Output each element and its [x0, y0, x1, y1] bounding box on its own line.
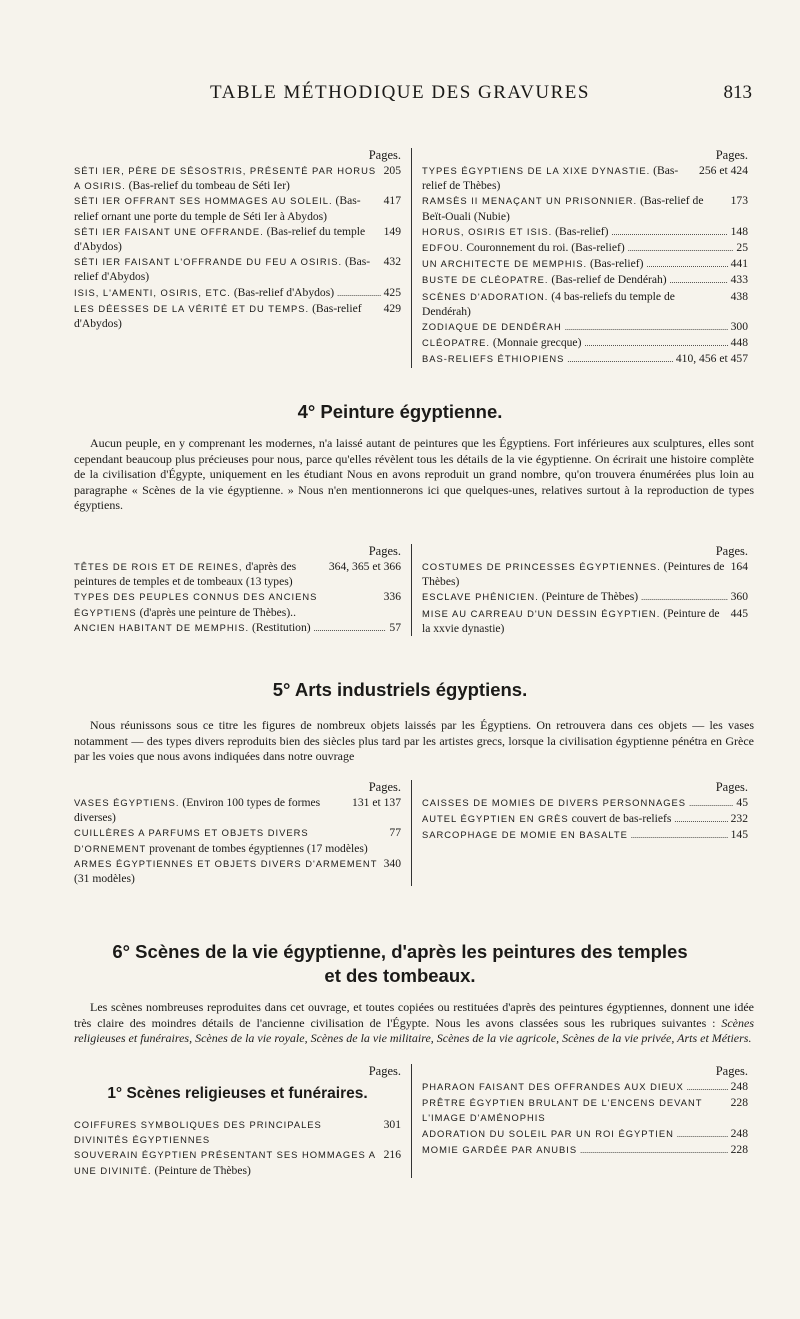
index-entry-page: 433	[730, 273, 748, 287]
index-entry-page: 248	[730, 1126, 748, 1140]
index-entry-label	[422, 589, 638, 604]
dot-leader	[612, 224, 728, 240]
index-entry-label	[74, 301, 378, 331]
index-entry-description: (4 bas-reliefs du temple de Dendérah)	[422, 289, 675, 318]
subsection-heading: 1° Scènes religieuses et funéraires.	[107, 1085, 368, 1102]
index-entry	[422, 224, 748, 240]
index-entry-label	[422, 1142, 577, 1157]
index-entry-page: 441	[730, 257, 748, 271]
index-entry-page: 417	[383, 194, 401, 208]
section-heading-6-line1: 6° Scènes de la vie égyptienne, d'après les peintures des temples	[112, 941, 688, 962]
index-entry-title: BAS-RELIEFS ÉTHIOPIENS	[422, 353, 565, 365]
index-entry-title: ISIS, L'AMENTI, OSIRIS, ETC.	[74, 286, 231, 298]
index-block-religious-scenes	[74, 1064, 754, 1178]
index-entry-label	[422, 1126, 674, 1141]
dot-leader	[631, 827, 728, 843]
index-entry	[74, 795, 401, 825]
index-entry-label	[422, 827, 628, 842]
index-entry-label	[422, 606, 725, 636]
index-entry-description: d'après des peintures de temples et de tombeaux (13 types)	[74, 560, 297, 589]
dot-leader	[580, 1142, 727, 1158]
dot-leader	[628, 240, 734, 256]
index-entry-title: ADORATION DU SOLEIL PAR UN ROI ÉGYPTIEN	[422, 1127, 674, 1139]
index-entry	[422, 240, 748, 256]
pages-heading: Pages.	[715, 780, 748, 794]
index-entry-description: (Bas-relief de Dendérah)	[551, 273, 667, 287]
section-heading-4: 4° Peinture égyptienne.	[297, 401, 503, 422]
index-entry	[422, 811, 748, 827]
index-entry-title: PHARAON FAISANT DES OFFRANDES AUX DIEUX	[422, 1081, 684, 1092]
index-entry-description: (Bas-relief ornant une porte du temple de Séti Ier à Abydos)	[74, 194, 361, 223]
index-entry-description: Couronnement du roi. (Bas-relief)	[466, 241, 625, 255]
index-entry-title: TYPES ÉGYPTIENS DE LA XIXE DYNASTIE.	[422, 165, 651, 176]
index-entry-description: (Peinture de Thèbes)	[154, 1163, 251, 1177]
index-entry-description: (Bas-relief de Thèbes)	[422, 164, 679, 193]
index-entry-page: 360	[730, 590, 748, 604]
index-entry	[74, 301, 401, 331]
index-entry-description: (31 modèles)	[74, 872, 135, 886]
section-6-intro-rubrics: Scènes religieuses et funéraires, Scènes de la vie royale, Scènes de la vie militaire, Scènes de la vie agricole, Scènes de la vie privée, Arts et Métiers.	[74, 1015, 754, 1046]
index-entry-description: (Restitution)	[252, 620, 311, 634]
index-entry	[74, 589, 401, 619]
index-entry-page: 301	[383, 1118, 401, 1131]
index-entry-title: CUILLÈRES A PARFUMS ET OBJETS DIVERS D'ORNEMENT	[74, 827, 309, 854]
index-column-right	[411, 780, 748, 886]
dot-leader	[641, 589, 728, 605]
dot-leader	[314, 620, 387, 636]
index-entry-label	[74, 285, 334, 300]
index-entry-label	[74, 1147, 378, 1177]
index-entry-description: provenant de tombes égyptiennes (17 modèles)	[149, 841, 368, 855]
index-entry-page: 438	[730, 289, 748, 303]
pages-heading: Pages.	[368, 148, 401, 162]
index-entry-page: 300	[730, 320, 748, 334]
index-entry	[74, 1147, 401, 1177]
index-entry-title: COSTUMES DE PRINCESSES ÉGYPTIENNES.	[422, 561, 661, 572]
index-entry-label	[422, 240, 625, 255]
index-entry	[74, 856, 401, 886]
index-entry-title: MISE AU CARREAU D'UN DESSIN ÉGYPTIEN.	[422, 607, 661, 619]
index-column-left	[74, 148, 411, 368]
index-entry-page: 57	[389, 620, 401, 634]
index-entry-label	[422, 1079, 684, 1094]
section-heading-6-line2: et des tombeaux.	[324, 965, 476, 986]
index-entry-label	[74, 589, 378, 619]
section-6-intro-text: Les scènes nombreuses reproduites dans cet ouvrage, et toutes copiées ou restituées d'après des peintures égyptiennes, donnent une idée très claire des moindres détails de l'ancienne civilisation de l'Égypte. Nous les avons classées sous les rubriques suivantes :	[74, 1000, 754, 1030]
index-entry	[74, 254, 401, 284]
index-entry-title: RAMSÈS II MENAÇANT UN PRISONNIER.	[422, 195, 638, 207]
index-column-left	[74, 1064, 411, 1178]
dot-leader	[567, 351, 673, 367]
index-entry-title: TÊTES DE ROIS ET DE REINES,	[74, 561, 243, 572]
index-entry-label	[422, 272, 667, 287]
index-entry-label	[74, 825, 383, 855]
index-entry	[74, 163, 401, 193]
index-entry	[74, 193, 401, 223]
pages-heading: Pages.	[368, 544, 401, 558]
index-entry-label	[422, 289, 725, 319]
index-block-reliefs	[74, 148, 754, 368]
index-entry	[422, 827, 748, 843]
index-entry-page: 448	[730, 336, 748, 350]
index-entry	[422, 559, 748, 589]
index-entry	[422, 272, 748, 288]
index-entry-label	[74, 1117, 378, 1147]
index-entry-page: 432	[383, 255, 401, 269]
index-entry-page: 149	[383, 224, 401, 238]
index-entry-title: UN ARCHITECTE DE MEMPHIS.	[422, 258, 588, 270]
index-column-left	[74, 780, 411, 886]
index-entry-page: 45	[736, 796, 748, 809]
index-entry-title: SÉTI IER FAISANT L'OFFRANDE DU FEU A OSIRIS.	[74, 256, 343, 268]
index-entry-page: 216	[383, 1148, 401, 1162]
index-entry-description: (Environ 100 types de formes diverses)	[74, 796, 321, 825]
index-entry	[422, 1142, 748, 1158]
index-entry-title: SOUVERAIN ÉGYPTIEN PRÉSENTANT SES HOMMAGES A UNE DIVINITÉ.	[74, 1149, 376, 1176]
index-entry	[422, 606, 748, 636]
index-entry-title: SÉTI IER FAISANT UNE OFFRANDE.	[74, 225, 264, 237]
index-entry-label	[74, 559, 323, 589]
index-column-right	[411, 544, 748, 636]
index-entry-page: 340	[383, 856, 401, 870]
index-entry-title: CLÉOPATRE.	[422, 337, 490, 349]
page-number: 813	[723, 82, 752, 103]
index-entry-page: 145	[730, 828, 748, 842]
index-entry-description: (Bas-relief du tombeau de Séti Ier)	[128, 179, 290, 193]
index-entry-title: SARCOPHAGE DE MOMIE EN BASALTE	[422, 829, 628, 841]
pages-heading: Pages.	[715, 1064, 748, 1078]
index-entry-description: (Peinture de Thèbes)	[541, 590, 639, 604]
index-entry-title: SÉTI IER OFFRANT SES HOMMAGES AU SOLEIL.	[74, 195, 333, 207]
index-entry-description: (d'après une peinture de Thèbes)..	[139, 605, 296, 619]
index-column-right	[411, 148, 748, 368]
index-entry-page: 256 et 424	[699, 164, 748, 177]
index-entry-label	[422, 351, 564, 366]
index-entry-title: SÉTI IER, PÈRE DE SÉSOSTRIS, PRÉSENTÉ PAR HORUS A OSIRIS.	[74, 165, 377, 192]
index-entry-page: 410, 456 et 457	[675, 352, 748, 366]
index-entry	[74, 620, 401, 636]
index-entry-page: 429	[383, 301, 401, 315]
index-entry	[422, 256, 748, 272]
index-entry-title: AUTEL ÉGYPTIEN EN GRÈS	[422, 813, 569, 825]
index-entry	[74, 559, 401, 589]
index-entry-title: BUSTE DE CLÉOPATRE.	[422, 274, 549, 286]
index-entry-title: COIFFURES SYMBOLIQUES DES PRINCIPALES DIVINITÉS ÉGYPTIENNES	[74, 1119, 322, 1146]
index-entry-description: (Bas-relief)	[590, 257, 644, 271]
index-entry-label	[422, 224, 609, 239]
index-entry-description: (Bas-relief d'Abydos)	[74, 255, 371, 284]
index-entry-page: 232	[730, 812, 748, 826]
dot-leader	[565, 319, 728, 335]
index-entry-label	[422, 193, 725, 223]
index-entry-page: 148	[730, 224, 748, 238]
section-heading-6	[0, 940, 800, 988]
index-entry-title: HORUS, OSIRIS ET ISIS.	[422, 225, 553, 237]
index-entry-label	[74, 795, 346, 825]
dot-leader	[646, 256, 727, 272]
index-block-industrial-arts	[74, 780, 754, 886]
index-entry-page: 77	[389, 826, 401, 840]
running-head	[0, 82, 800, 110]
dot-leader	[689, 795, 733, 811]
page-title: TABLE MÉTHODIQUE DES GRAVURES	[210, 82, 590, 103]
section-5-intro: Nous réunissons sous ce titre les figures de nombreux objets laissés par les Égyptiens. On retrouvera dans ces objets — les vases notamment — des types divers reproduits bien des siècles plus tard par les artistes grecs, lorsque la civilisation égyptienne pénétra en Grèce par les voies que nous avons indiquées dans notre ouvrage	[74, 718, 754, 764]
index-entry-page: 445	[730, 606, 748, 620]
index-entry	[422, 1126, 748, 1142]
index-entry	[422, 1095, 748, 1125]
section-6-intro	[74, 1000, 754, 1047]
pages-heading: Pages.	[368, 1064, 401, 1078]
index-entry-page: 248	[730, 1080, 748, 1093]
index-entry-label	[74, 254, 378, 284]
index-entry-label	[74, 224, 378, 254]
index-entry-page: 364, 365 et 366	[328, 560, 401, 573]
index-entry-description: (Bas-relief d'Abydos)	[74, 301, 362, 331]
index-entry	[74, 825, 401, 855]
index-entry	[422, 1079, 748, 1095]
index-entry-page: 336	[383, 590, 401, 604]
index-entry	[422, 319, 748, 335]
index-entry-title: ESCLAVE PHÉNICIEN.	[422, 591, 539, 603]
dot-leader	[670, 272, 728, 288]
index-entry-description: (Bas-relief)	[555, 224, 609, 238]
index-entry	[422, 589, 748, 605]
index-entry-description: (Peinture de la xxvie dynastie)	[422, 606, 720, 635]
index-entry-title: ARMES ÉGYPTIENNES ET OBJETS DIVERS D'ARMEMENT	[74, 857, 378, 869]
index-entry	[422, 163, 748, 193]
dot-leader	[584, 335, 727, 351]
dot-leader	[337, 285, 381, 301]
index-entry-label	[74, 193, 378, 223]
index-entry-description: couvert de bas-reliefs	[571, 812, 672, 826]
index-entry-page: 228	[730, 1096, 748, 1110]
index-entry-page: 205	[383, 164, 401, 177]
index-entry-label	[422, 319, 562, 334]
index-entry-title: CAISSES DE MOMIES DE DIVERS PERSONNAGES	[422, 797, 687, 808]
index-entry-title: VASES ÉGYPTIENS.	[74, 797, 180, 808]
index-entry-label	[422, 559, 725, 589]
pages-heading: Pages.	[368, 780, 401, 794]
section-4-intro: Aucun peuple, en y comprenant les modernes, n'a laissé autant de peintures que les Égyptiens. Fort inférieures aux sculptures, elles sont cependant beaucoup plus précieuses pour nous, parce qu'elles révèlent tous les détails de la vie égyptienne. On écrirait une histoire complète de la civilisation d'Égypte, uniquement en les étudiant Nous en avons reproduit un grand nombre, qu'on trouvera énumérées plus loin au paragraphe « Scènes de la vie égyptienne. » Nous n'en mentionnerons ici que quelques-unes, relatives surtout à la reproduction de types égyptiens.	[74, 436, 754, 513]
index-entry-description: (Bas-relief de Beït-Ouali (Nubie)	[422, 194, 704, 223]
index-entry-description: (Bas-relief du temple d'Abydos)	[74, 224, 366, 254]
index-entry-label	[74, 620, 311, 635]
index-entry-page: 25	[736, 241, 748, 255]
index-entry-description: (Peintures de Thèbes)	[422, 560, 725, 589]
index-entry	[422, 351, 748, 367]
index-entry-label	[422, 163, 693, 193]
index-entry-page: 173	[730, 194, 748, 208]
index-column-left	[74, 544, 411, 636]
pages-heading: Pages.	[715, 148, 748, 162]
index-entry	[422, 193, 748, 223]
index-entry	[422, 335, 748, 351]
index-entry-title: ANCIEN HABITANT DE MEMPHIS.	[74, 621, 250, 633]
index-column-right	[411, 1064, 748, 1178]
dot-leader	[674, 811, 727, 827]
index-entry-page: 164	[730, 560, 748, 573]
index-entry	[74, 285, 401, 301]
pages-heading: Pages.	[715, 544, 748, 558]
index-entry-title: PRÊTRE ÉGYPTIEN BRULANT DE L'ENCENS DEVANT L'IMAGE D'AMÉNOPHIS	[422, 1097, 703, 1124]
index-entry-page: 425	[383, 285, 401, 299]
index-entry-title: LES DÉESSES DE LA VÉRITÉ ET DU TEMPS.	[74, 302, 310, 314]
index-entry-page: 131 et 137	[352, 796, 401, 809]
index-entry-title: SCÈNES D'ADORATION.	[422, 290, 549, 302]
index-block-painting	[74, 544, 754, 636]
index-entry-label	[422, 1095, 725, 1125]
index-entry-description: (Bas-relief d'Abydos)	[233, 285, 335, 299]
index-entry-title: EDFOU.	[422, 242, 464, 254]
index-entry-label	[422, 811, 671, 826]
index-entry	[422, 795, 748, 811]
index-entry	[74, 1117, 401, 1147]
index-entry-title: MOMIE GARDÉE PAR ANUBIS	[422, 1143, 578, 1155]
index-entry-label	[422, 335, 581, 350]
index-entry-title: ZODIAQUE DE DENDÉRAH	[422, 321, 562, 333]
index-entry-label	[74, 856, 378, 886]
index-entry-title: TYPES DES PEUPLES CONNUS DES ANCIENS ÉGYPTIENS	[74, 591, 318, 618]
index-entry-label	[74, 163, 378, 193]
section-heading-5: 5° Arts industriels égyptiens.	[272, 679, 528, 700]
index-entry-description: (Monnaie grecque)	[492, 336, 582, 350]
index-entry	[74, 224, 401, 254]
dot-leader	[677, 1126, 728, 1142]
index-entry-label	[422, 795, 686, 810]
index-entry-label	[422, 256, 643, 271]
dot-leader	[687, 1079, 728, 1095]
index-entry-page: 228	[730, 1142, 748, 1156]
index-entry	[422, 289, 748, 319]
